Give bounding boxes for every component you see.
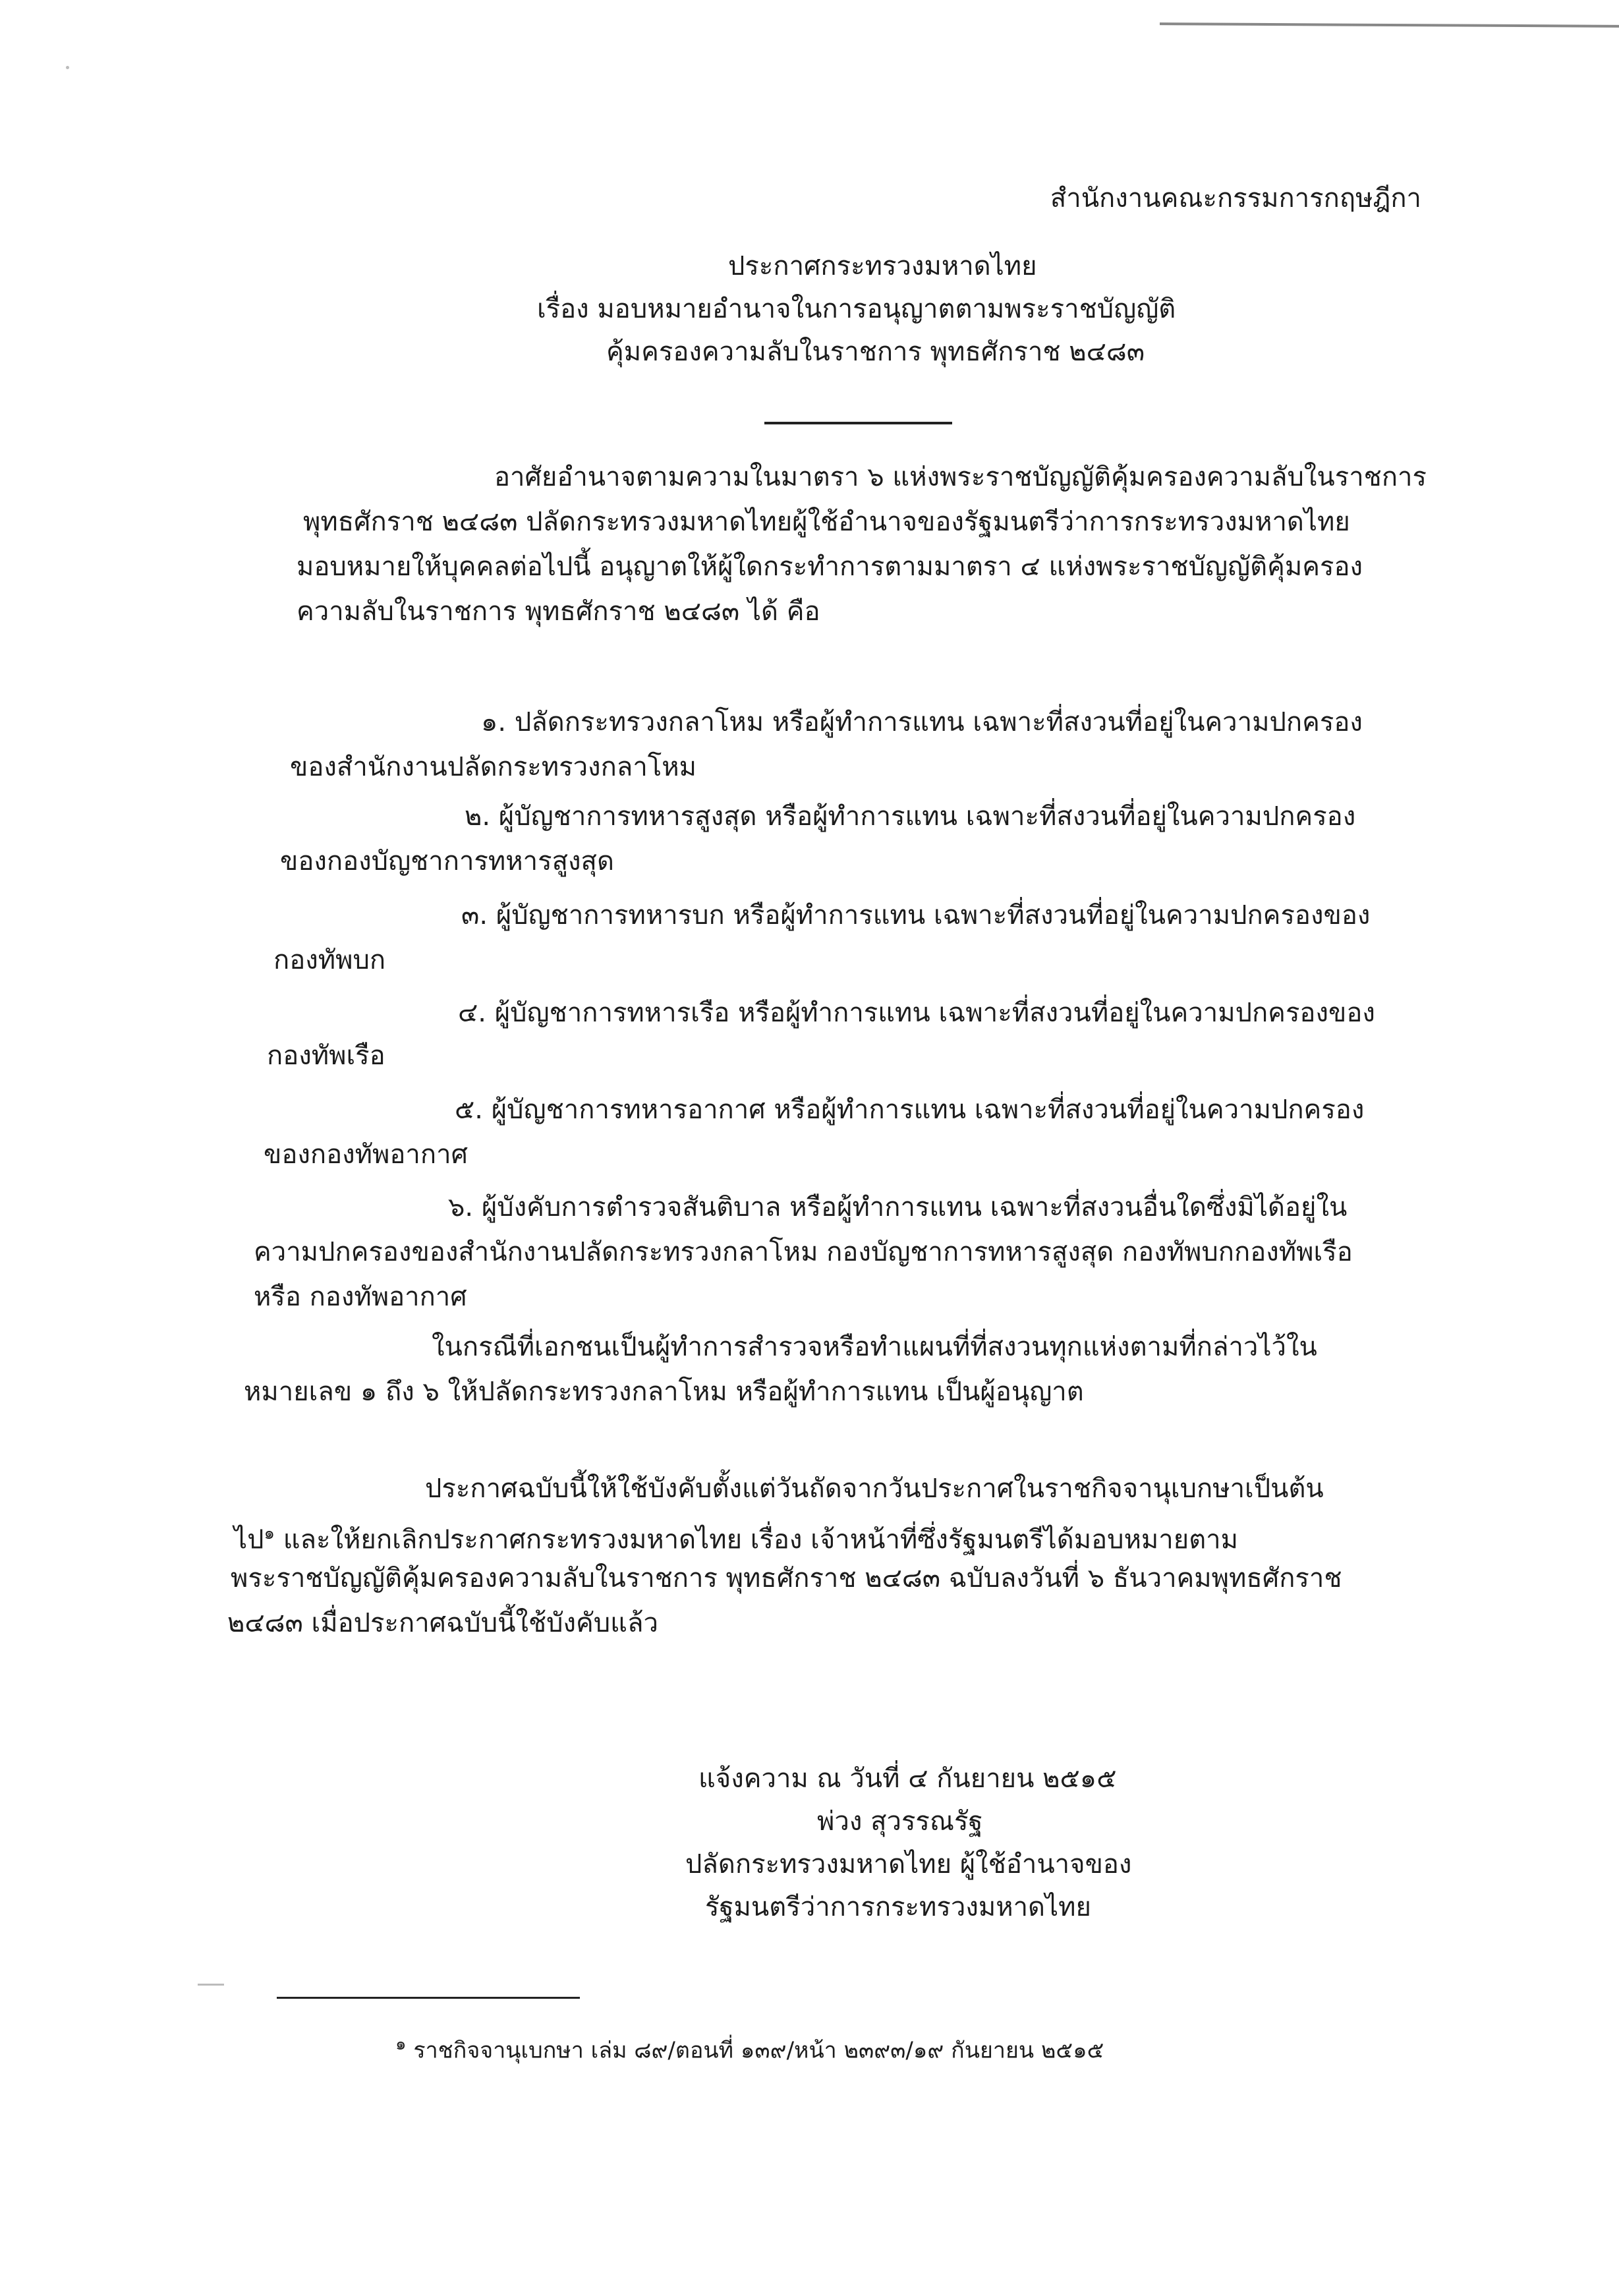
- item-6-line-3: หรือ กองทัพอากาศ: [254, 1282, 467, 1312]
- title-divider: [764, 422, 952, 424]
- effective-text-a: ไป: [234, 1524, 264, 1555]
- effective-line-3: พระราชบัญญัติคุ้มครองความลับในราชการ พุทธศักราช ๒๔๘๓ ฉบับลงวันที่ ๖ ธันวาคมพุทธศักราช: [231, 1563, 1342, 1593]
- item-3-line-2: กองทัพบก: [273, 945, 386, 975]
- item-5-line-2: ของกองทัพอากาศ: [264, 1139, 468, 1170]
- item-4-line-2: กองทัพเรือ: [267, 1041, 385, 1071]
- scan-speck: [198, 1984, 224, 1986]
- effective-line-4: ๒๔๘๓ เมื่อประกาศฉบับนี้ใช้บังคับแล้ว: [227, 1608, 658, 1638]
- scan-speck: [66, 66, 69, 69]
- footnote-mark: ๑: [395, 2034, 407, 2054]
- footnote-reference: ๑: [264, 1524, 275, 1543]
- item-3-line-1: ๓. ผู้บัญชาการทหารบก หรือผู้ทำการแทน เฉพาะที่สงวนที่อยู่ในความปกครองของ: [461, 900, 1371, 931]
- item-2-line-2: ของกองบัญชาการทหารสูงสุด: [280, 846, 614, 876]
- title-line-1: ประกาศกระทรวงมหาดไทย: [728, 251, 1037, 281]
- item-6-line-1: ๖. ผู้บังคับการตำรวจสันติบาล หรือผู้ทำการแทน เฉพาะที่สงวนอื่นใดซึ่งมิได้อยู่ใน: [448, 1192, 1348, 1222]
- title-line-2: เรื่อง มอบหมายอำนาจในการอนุญาตตามพระราชบัญญัติ: [537, 294, 1176, 324]
- item-1-line-2: ของสำนักงานปลัดกระทรวงกลาโหม: [290, 752, 696, 782]
- item-1-line-1: ๑. ปลัดกระทรวงกลาโหม หรือผู้ทำการแทน เฉพาะที่สงวนที่อยู่ในความปกครอง: [481, 707, 1363, 737]
- private-case-line-1: ในกรณีที่เอกชนเป็นผู้ทำการสำรวจหรือทำแผนที่ที่สงวนทุกแห่งตามที่กล่าวไว้ใน: [432, 1332, 1317, 1362]
- effective-text-b: และให้ยกเลิกประกาศกระทรวงมหาดไทย เรื่อง เจ้าหน้าที่ซึ่งรัฐมนตรีได้มอบหมายตาม: [275, 1524, 1239, 1555]
- item-2-line-1: ๒. ผู้บัญชาการทหารสูงสุด หรือผู้ทำการแทน เฉพาะที่สงวนที่อยู่ในความปกครอง: [465, 801, 1356, 832]
- scan-edge-line: [1160, 22, 1619, 28]
- preamble-line-2: พุทธศักราช ๒๔๘๓ ปลัดกระทรวงมหาดไทยผู้ใช้อำนาจของรัฐมนตรีว่าการกระทรวงมหาดไทย: [303, 507, 1350, 537]
- footnote-divider: [277, 1997, 580, 1999]
- title-line-3: คุ้มครองความลับในราชการ พุทธศักราช ๒๔๘๓: [606, 337, 1145, 367]
- effective-line-1: ประกาศฉบับนี้ให้ใช้บังคับตั้งแต่วันถัดจากวันประกาศในราชกิจจานุเบกษาเป็นต้น: [425, 1474, 1324, 1504]
- signature-name: พ่วง สุวรรณรัฐ: [817, 1806, 983, 1837]
- preamble-line-4: ความลับในราชการ พุทธศักราช ๒๔๘๓ ได้ คือ: [297, 596, 820, 627]
- effective-line-2: [234, 1518, 1238, 1555]
- signature-date: แจ้งความ ณ วันที่ ๔ กันยายน ๒๕๑๕: [698, 1764, 1117, 1794]
- signature-position-1: ปลัดกระทรวงมหาดไทย ผู้ใช้อำนาจของ: [685, 1849, 1132, 1880]
- item-4-line-1: ๔. ผู้บัญชาการทหารเรือ หรือผู้ทำการแทน เฉพาะที่สงวนที่อยู่ในความปกครองของ: [458, 998, 1375, 1028]
- item-5-line-1: ๕. ผู้บัญชาการทหารอากาศ หรือผู้ทำการแทน เฉพาะที่สงวนที่อยู่ในความปกครอง: [455, 1095, 1365, 1125]
- private-case-line-2: หมายเลข ๑ ถึง ๖ ให้ปลัดกระทรวงกลาโหม หรือผู้ทำการแทน เป็นผู้อนุญาต: [244, 1377, 1084, 1407]
- preamble-line-1: อาศัยอำนาจตามความในมาตรา ๖ แห่งพระราชบัญญัติคุ้มครองความลับในราชการ: [494, 462, 1427, 492]
- footnote-text: ราชกิจจานุเบกษา เล่ม ๘๙/ตอนที่ ๑๓๙/หน้า ๒๓๙๓/๑๙ กันยายน ๒๕๑๕: [413, 2037, 1104, 2064]
- footnote: [395, 2028, 1104, 2066]
- agency-header: สำนักงานคณะกรรมการกฤษฎีกา: [1050, 183, 1421, 214]
- item-6-line-2: ความปกครองของสำนักงานปลัดกระทรวงกลาโหม กองบัญชาการทหารสูงสุด กองทัพบกกองทัพเรือ: [254, 1237, 1353, 1267]
- preamble-line-3: มอบหมายให้บุคคลต่อไปนี้ อนุญาตให้ผู้ใดกระทำการตามมาตรา ๔ แห่งพระราชบัญญัติคุ้มครอง: [297, 552, 1363, 582]
- signature-position-2: รัฐมนตรีว่าการกระทรวงมหาดไทย: [705, 1892, 1091, 1922]
